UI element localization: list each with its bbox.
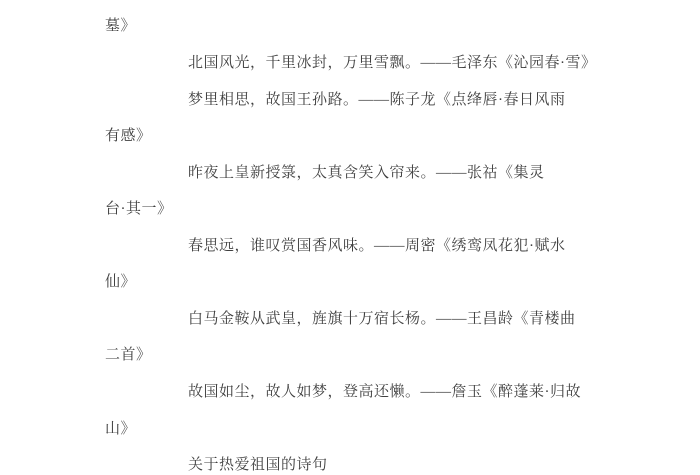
quote-line-wrap: 山》 — [105, 421, 137, 437]
quote-line: 春思远，谁叹赏国香风味。——周密《绣鸾凤花犯·赋水 — [188, 238, 566, 254]
quote-line: 昨夜上皇新授箓，太真含笑入帘来。——张祜《集灵 — [188, 165, 545, 181]
quote-line: 梦里相思，故国王孙路。——陈子龙《点绛唇·春日风雨 — [188, 92, 566, 108]
quote-line-wrap: 台·其一》 — [105, 201, 173, 217]
quote-line: 北国风光，千里冰封，万里雪飘。——毛泽东《沁园春·雪》 — [188, 55, 597, 71]
quote-line: 故国如尘，故人如梦，登高还懒。——詹玉《醉蓬莱·归故 — [188, 384, 581, 400]
quote-line-wrap: 仙》 — [105, 274, 137, 290]
quote-line: 白马金鞍从武皇，旌旗十万宿长杨。——王昌龄《青楼曲 — [188, 311, 576, 327]
section-heading: 关于热爱祖国的诗句 — [188, 457, 328, 473]
quote-line-wrap: 二首》 — [105, 347, 152, 363]
text-line-tail: 墓》 — [105, 18, 137, 34]
quote-line-wrap: 有感》 — [105, 128, 152, 144]
